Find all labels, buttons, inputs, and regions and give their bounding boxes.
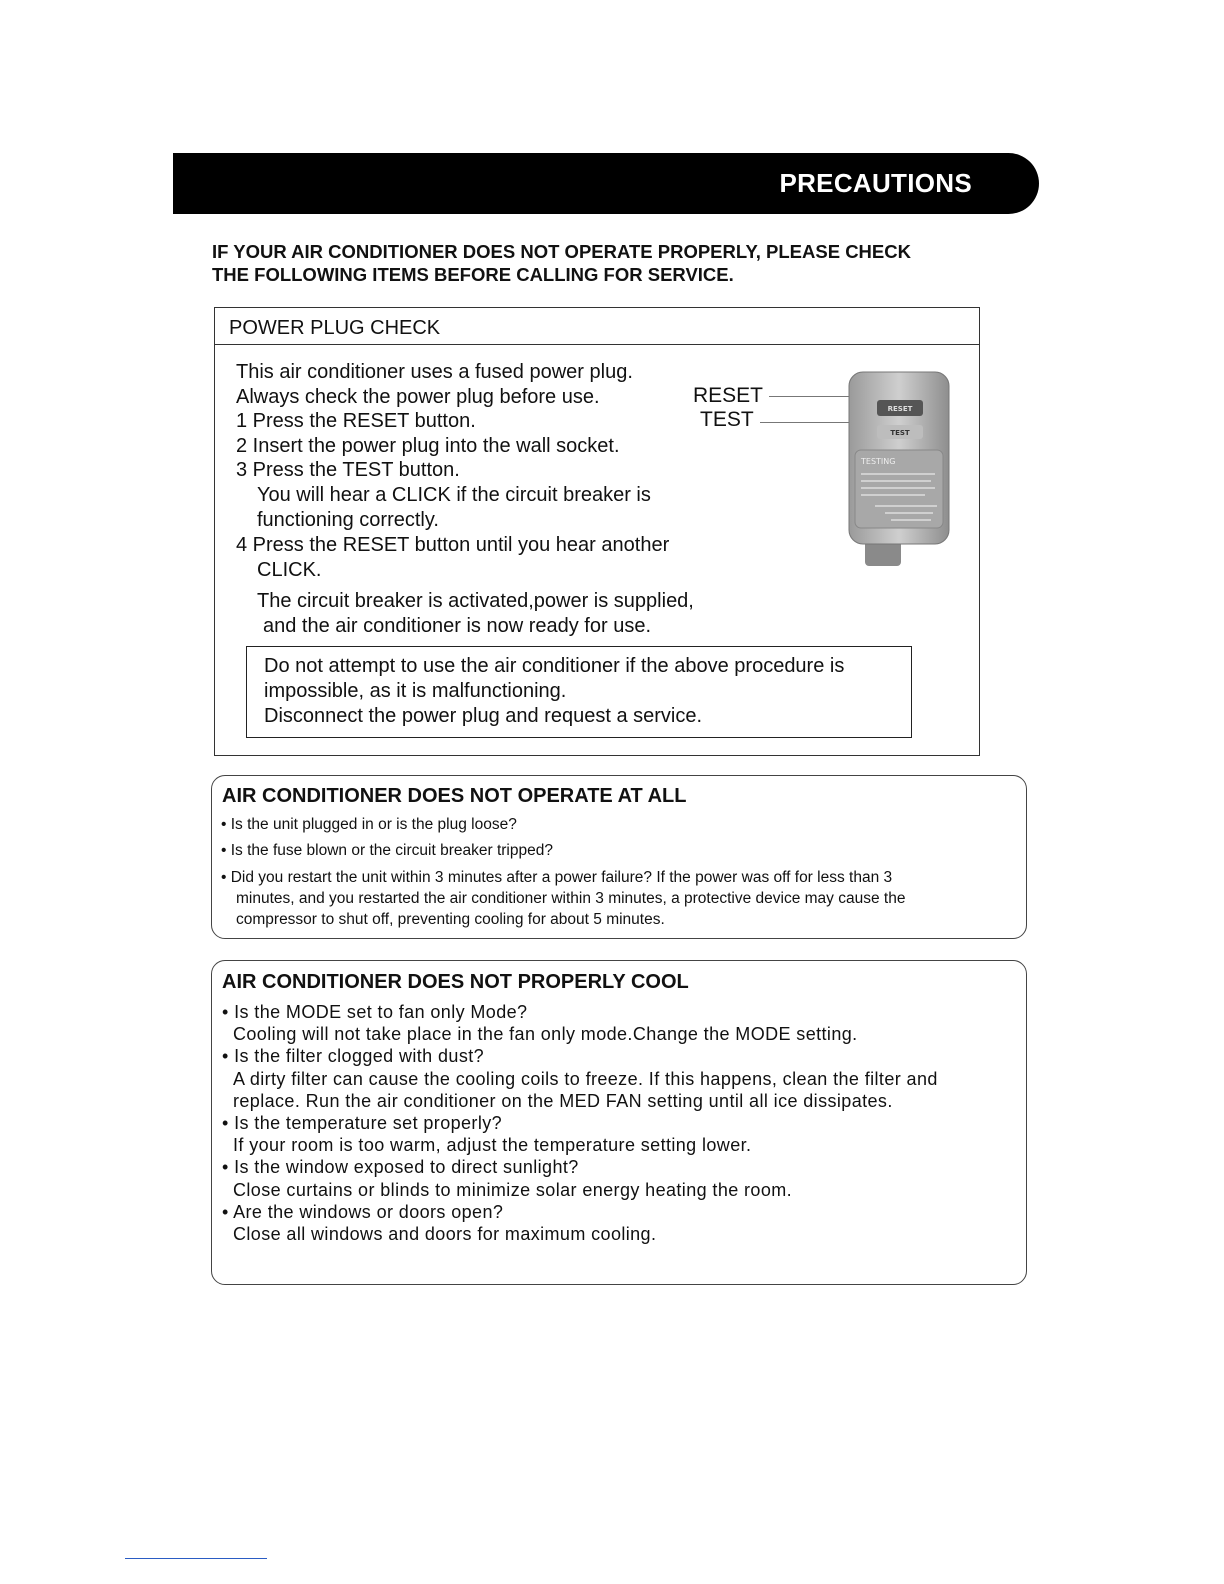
power-plug-check-box <box>214 307 980 756</box>
check-item-detail: Close curtains or blinds to minimize solar energy heating the room. <box>233 1180 793 1200</box>
step-2: 2 Insert the power plug into the wall socket. <box>236 435 620 457</box>
intro-line: THE FOLLOWING ITEMS BEFORE CALLING FOR SERVICE. <box>212 264 734 285</box>
check-item: • Did you restart the unit within 3 minutes after a power failure? If the power was off for less than 3 <box>221 869 893 886</box>
check-item-detail: Close all windows and doors for maximum cooling. <box>233 1224 657 1244</box>
header-bar <box>173 153 1039 214</box>
warning-line: Disconnect the power plug and request a service. <box>264 705 703 727</box>
check-item: • Is the filter clogged with dust? <box>222 1046 485 1066</box>
check-item: • Is the unit plugged in or is the plug loose? <box>221 816 517 833</box>
check-item: • Is the temperature set properly? <box>222 1113 503 1133</box>
step-3-detail: functioning correctly. <box>257 509 439 531</box>
check-item: • Is the window exposed to direct sunlight? <box>222 1157 579 1177</box>
test-label: TEST <box>700 408 754 431</box>
intro-line: IF YOUR AIR CONDITIONER DOES NOT OPERATE PROPERLY, PLEASE CHECK <box>212 241 911 262</box>
instruction-line: This air conditioner uses a fused power plug. <box>236 361 633 383</box>
plug-panel-text: TESTING <box>861 457 896 466</box>
check-item-detail: replace. Run the air conditioner on the MED FAN setting until all ice dissipates. <box>233 1091 893 1111</box>
warning-box <box>246 646 912 738</box>
check-item: • Are the windows or doors open? <box>222 1202 504 1222</box>
check-item: • Is the MODE set to fan only Mode? <box>222 1002 528 1022</box>
intro-text <box>212 240 911 286</box>
not-cool-title: AIR CONDITIONER DOES NOT PROPERLY COOL <box>222 971 689 993</box>
result-line: and the air conditioner is now ready for use. <box>263 615 651 637</box>
power-plug-image <box>845 370 953 570</box>
no-operate-title: AIR CONDITIONER DOES NOT OPERATE AT ALL <box>222 785 687 807</box>
page-title: PRECAUTIONS <box>779 168 972 198</box>
check-item: • Is the fuse blown or the circuit breaker tripped? <box>221 842 553 859</box>
power-plug-check-header <box>215 308 979 345</box>
instruction-line: Always check the power plug before use. <box>236 386 600 408</box>
result-line: The circuit breaker is activated,power is supplied, <box>257 590 694 612</box>
not-cool-section <box>211 960 1027 1285</box>
step-3-detail: You will hear a CLICK if the circuit breaker is <box>257 484 651 506</box>
footer-link-underline <box>125 1558 267 1559</box>
step-4-detail: CLICK. <box>257 559 322 581</box>
check-item-detail: compressor to shut off, preventing cooling for about 5 minutes. <box>236 911 665 928</box>
plug-test-text: TEST <box>890 429 910 437</box>
reset-leader-line <box>769 396 849 397</box>
check-item-detail: minutes, and you restarted the air conditioner within 3 minutes, a protective device may cause the <box>236 890 906 907</box>
check-item-detail: A dirty filter can cause the cooling coils to freeze. If this happens, clean the filter and <box>233 1069 938 1089</box>
power-plug-check-title: POWER PLUG CHECK <box>229 317 441 339</box>
step-1: 1 Press the RESET button. <box>236 410 476 432</box>
step-3: 3 Press the TEST button. <box>236 459 460 481</box>
check-item-detail: Cooling will not take place in the fan only mode.Change the MODE setting. <box>233 1024 858 1044</box>
step-4: 4 Press the RESET button until you hear another <box>236 534 670 556</box>
no-operate-section <box>211 775 1027 939</box>
plug-reset-text: RESET <box>887 405 913 413</box>
warning-line: impossible, as it is malfunctioning. <box>264 680 567 702</box>
warning-line: Do not attempt to use the air conditioner if the above procedure is <box>264 655 845 677</box>
check-item-detail: If your room is too warm, adjust the temperature setting lower. <box>233 1135 752 1155</box>
test-leader-line <box>760 422 849 423</box>
reset-label: RESET <box>693 384 764 407</box>
